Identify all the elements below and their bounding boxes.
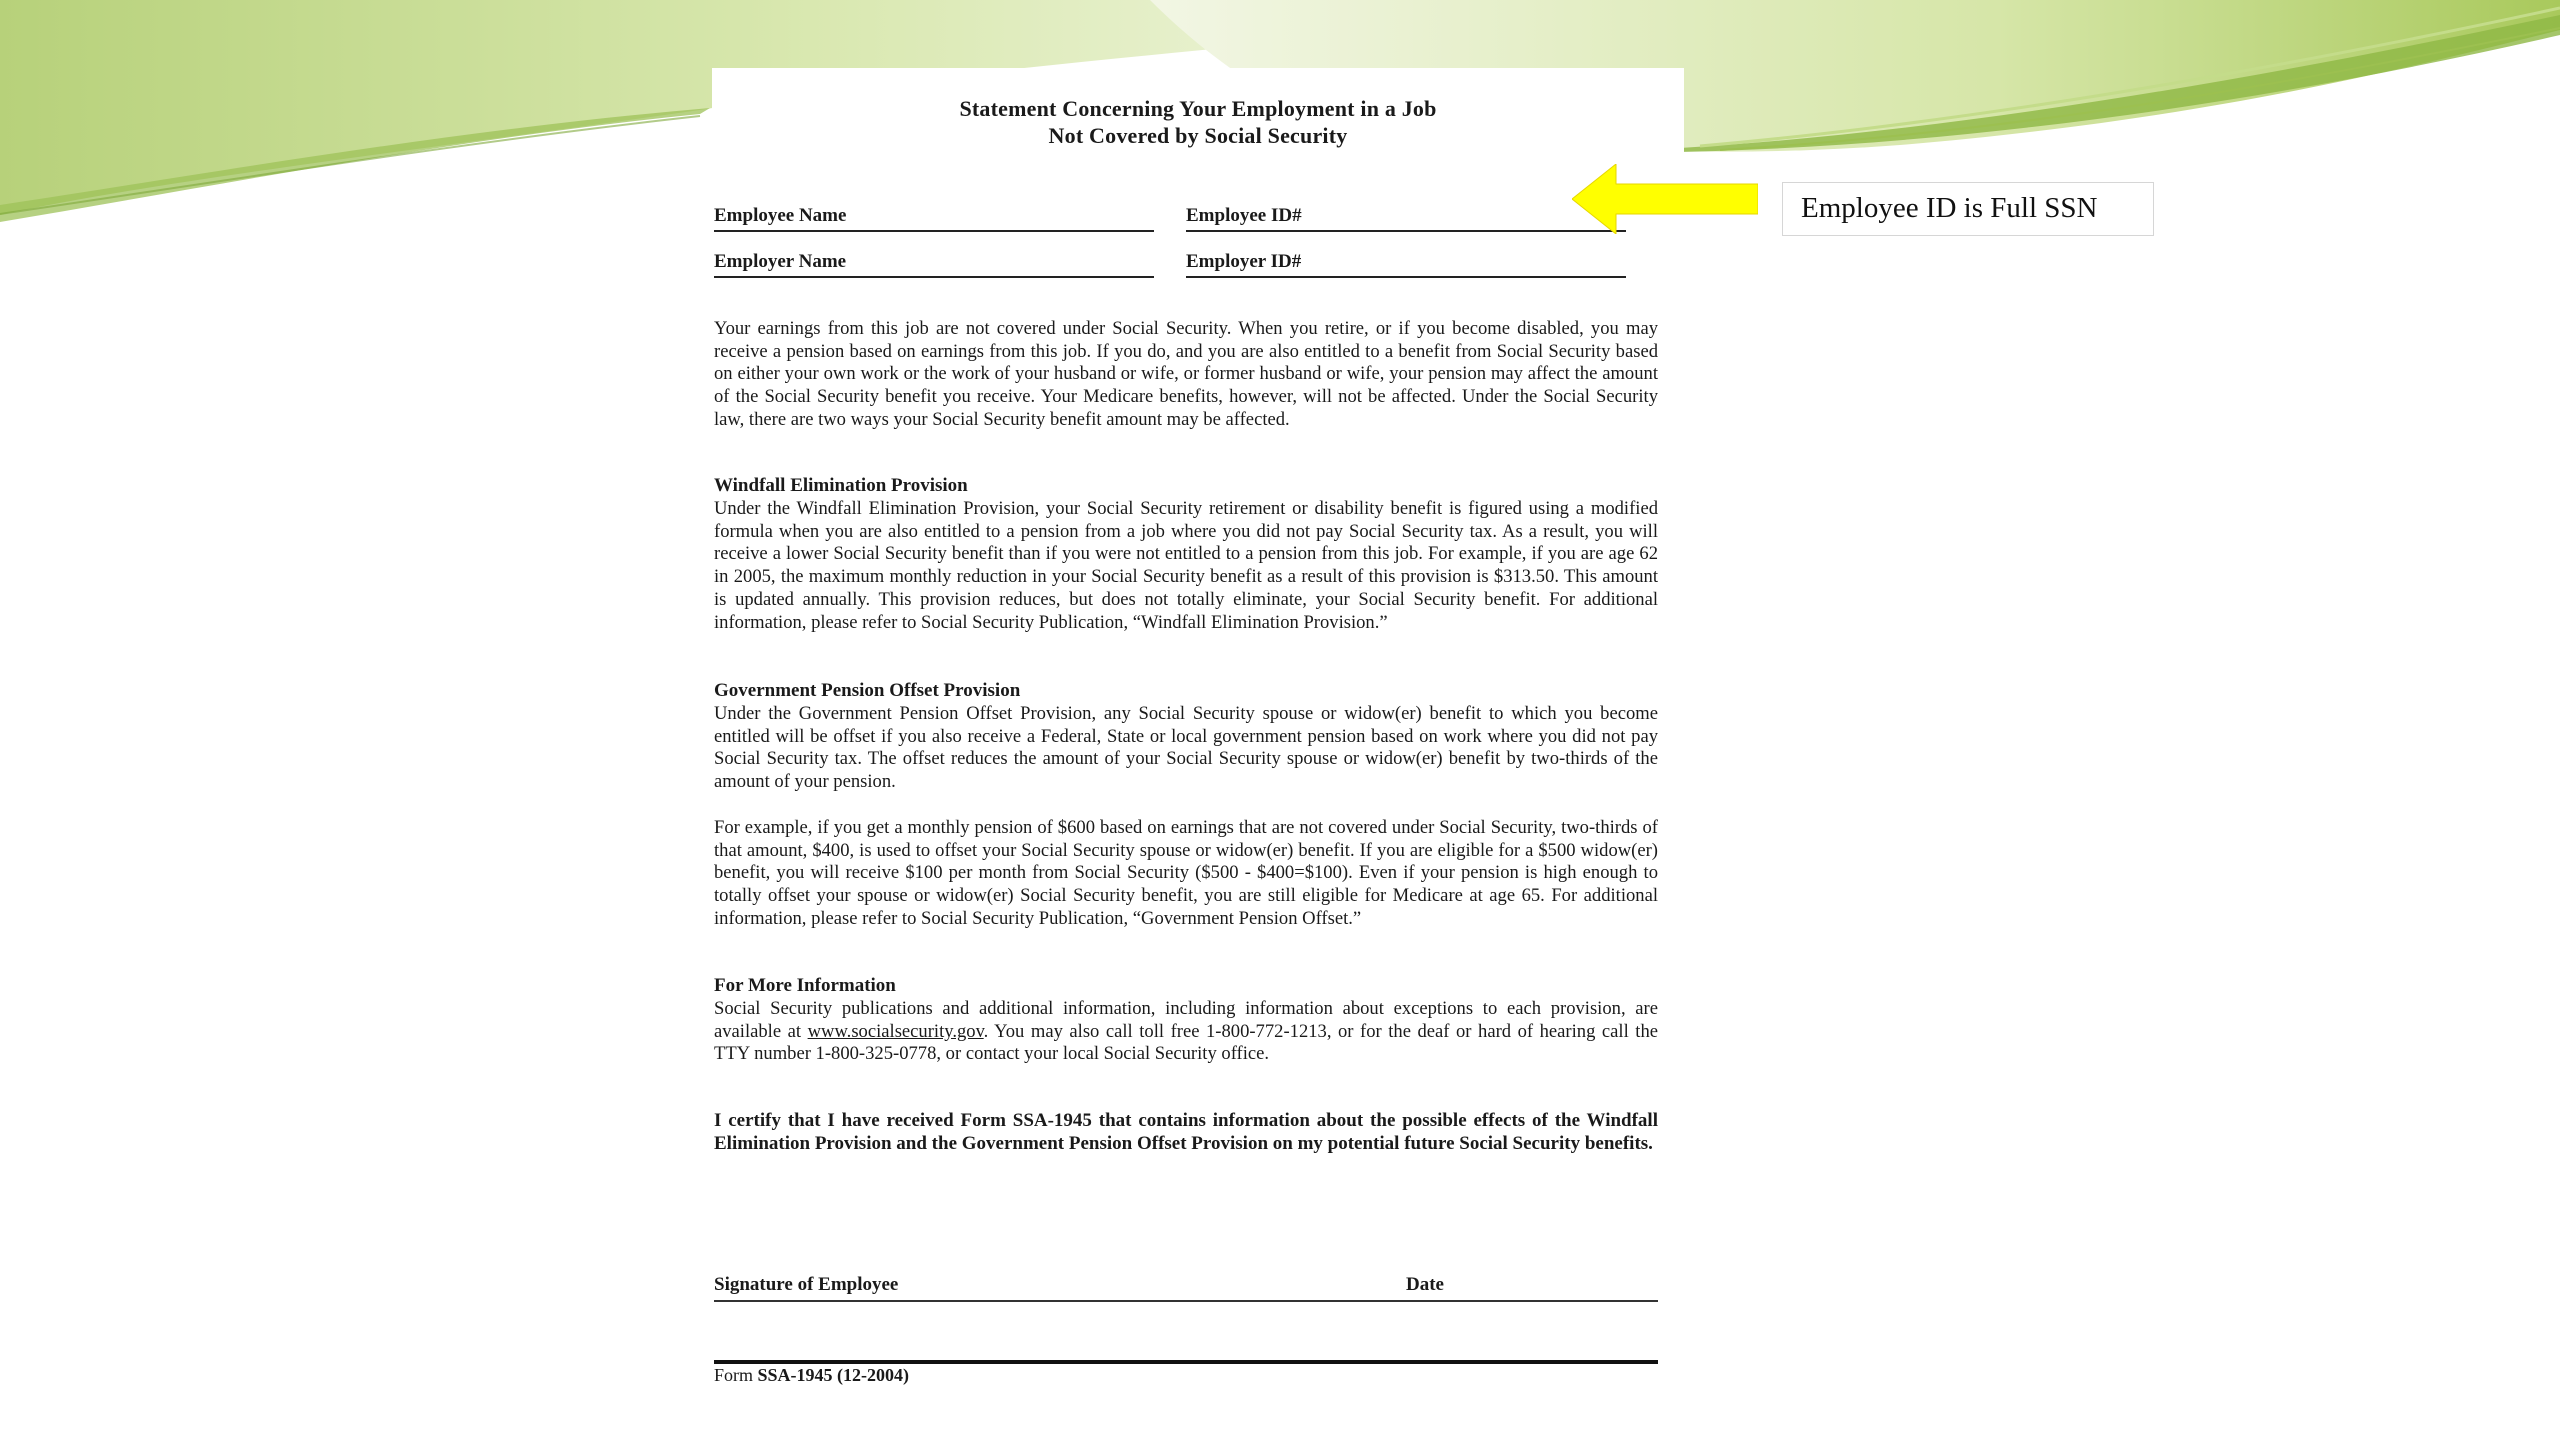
form-number <box>714 1365 909 1386</box>
wep-paragraph: Under the Windfall Elimination Provision, your Social Security retirement or disability benefit is figured using a modified formula when you are also entitled to a pension from a job where you did not pay Social Security tax. As a result, you will receive a lower Social Security benefit than if you were not entitled to a pension from this job. For example, if you are age 62 in 2005, the maximum monthly reduction in your Social Security benefit as a result of this provision is $313.50. This amount is updated annually. This provision reduces, but does not totally eliminate, your Social Security benefit. For additional information, please refer to Social Security Publication, “Windfall Elimination Provision.” <box>714 498 1658 633</box>
more-info-heading: For More Information <box>714 975 896 996</box>
gpo-paragraph: Under the Government Pension Offset Provision, any Social Security spouse or widow(er) benefit to which you become entitled will be offset if you also receive a Federal, State or local government pension based on work where you did not pay Social Security tax. The offset reduces the amount of your Social Security spouse or widow(er) benefit by two-thirds of the amount of your pension. <box>714 703 1658 793</box>
socialsecurity-link[interactable]: www.socialsecurity.gov <box>807 1020 984 1042</box>
date-label: Date <box>1406 1274 1444 1295</box>
yellow-left-arrow-icon <box>1572 164 1758 234</box>
intro-paragraph: Your earnings from this job are not covered under Social Security. When you retire, or if you become disabled, you may receive a pension based on earnings from this job. If you do, and you are also entitled to a benefit from Social Security based on either your own work or the work of your husband or wife, or former husband or wife, your pension may affect the amount of the Social Security benefit you receive. Your Medicare benefits, however, will not be affected. Under the Social Security law, there are two ways your Social Security benefit amount may be affected. <box>714 318 1658 430</box>
employee-id-field[interactable] <box>1186 205 1626 232</box>
more-info-text-start: Social Security publications and additional information, including information about exceptions to each provision, are available at <box>714 998 1658 1042</box>
more-info-paragraph <box>714 998 1658 1066</box>
employer-id-field[interactable] <box>1186 251 1626 278</box>
form-footer-rule <box>714 1360 1658 1364</box>
employee-name-field[interactable] <box>714 205 1154 232</box>
employee-name-label: Employee Name <box>714 205 847 226</box>
gpo-heading: Government Pension Offset Provision <box>714 680 1021 701</box>
certification-statement: I certify that I have received Form SSA-1945 that contains information about the possible effects of the Windfall Elimination Provision and the Government Pension Offset Provision on my potential future Social Security benefits. <box>714 1110 1658 1154</box>
more-info-text-end: . You may also call toll free 1-800-772-1213, or for the deaf or hard of hearing call the TTY number 1-800-325-0778, or contact your local Social Security office. <box>714 1020 1658 1065</box>
callout-text: Employee ID is Full SSN <box>1801 192 2098 224</box>
ssa-1945-form <box>712 68 1684 1418</box>
gpo-example-paragraph: For example, if you get a monthly pension of $600 based on earnings that are not covered under Social Security, two-thirds of that amount, $400, is used to offset your Social Security spouse or widow(er) benefit. If you are eligible for a $500 widow(er) benefit, you will receive $100 per month from Social Security ($500 - $400=$100). Even if your pension is high enough to totally offset your spouse or widow(er) Social Security benefit, you are still eligible for Medicare at age 65. For additional information, please refer to Social Security Publication, “Government Pension Offset.” <box>714 817 1658 929</box>
employer-name-field[interactable] <box>714 251 1154 278</box>
employer-name-label: Employer Name <box>714 251 847 272</box>
form-title-line1: Statement Concerning Your Employment in a Job <box>959 96 1437 121</box>
employee-id-label: Employee ID# <box>1186 205 1302 226</box>
form-title-line2: Not Covered by Social Security <box>1048 123 1348 148</box>
form-number-prefix: Form <box>714 1365 758 1385</box>
annotation-callout <box>1782 182 2154 236</box>
wep-heading: Windfall Elimination Provision <box>714 475 968 496</box>
employer-id-label: Employer ID# <box>1186 251 1302 272</box>
form-number-id: SSA-1945 (12-2004) <box>757 1365 910 1385</box>
signature-label: Signature of Employee <box>714 1274 899 1295</box>
